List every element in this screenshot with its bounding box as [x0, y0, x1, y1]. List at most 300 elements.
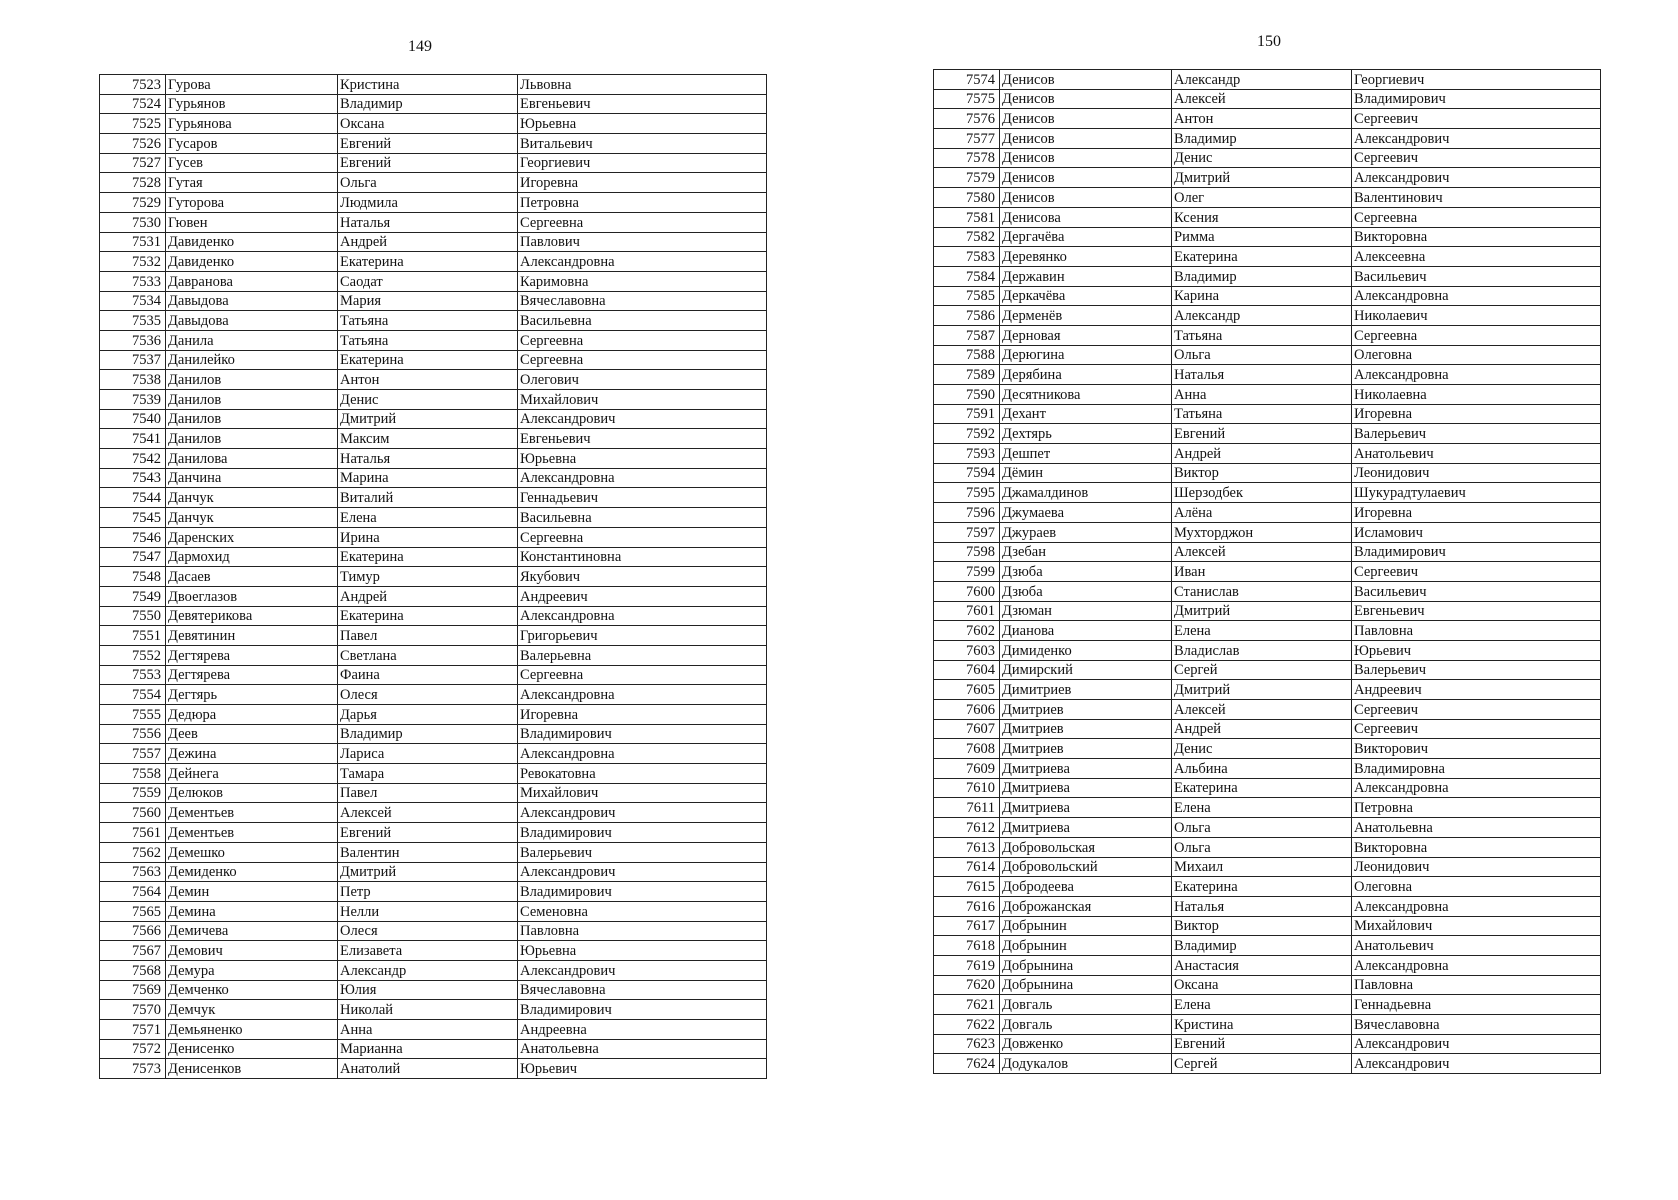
last-name-cell: Демичева: [166, 921, 338, 941]
patronymic-cell: Евгеньевич: [518, 94, 767, 114]
patronymic-cell: Вячеславовна: [518, 980, 767, 1000]
record-number-cell: 7566: [100, 921, 166, 941]
first-name-cell: Евгений: [338, 823, 518, 843]
patronymic-cell: Александровна: [518, 252, 767, 272]
record-number-cell: 7616: [934, 896, 1000, 916]
table-row: [100, 1039, 767, 1059]
last-name-cell: Дмитриева: [1000, 798, 1172, 818]
first-name-cell: Ксения: [1172, 207, 1352, 227]
last-name-cell: Денисенко: [166, 1039, 338, 1059]
patronymic-cell: Семеновна: [518, 901, 767, 921]
record-number-cell: 7586: [934, 306, 1000, 326]
last-name-cell: Дехтярь: [1000, 424, 1172, 444]
table-row: [934, 70, 1601, 90]
first-name-cell: Татьяна: [1172, 325, 1352, 345]
table-row: [934, 483, 1601, 503]
table-row: [934, 700, 1601, 720]
table-row: [100, 862, 767, 882]
patronymic-cell: Сергеевна: [518, 665, 767, 685]
patronymic-cell: Львовна: [518, 75, 767, 95]
patronymic-cell: Александровна: [1352, 365, 1601, 385]
table-row: [934, 365, 1601, 385]
last-name-cell: Гусаров: [166, 134, 338, 154]
first-name-cell: Ольга: [1172, 837, 1352, 857]
record-number-cell: 7558: [100, 764, 166, 784]
first-name-cell: Алексей: [338, 803, 518, 823]
last-name-cell: Давранова: [166, 271, 338, 291]
record-number-cell: 7554: [100, 685, 166, 705]
patronymic-cell: Геннадьевна: [1352, 995, 1601, 1015]
last-name-cell: Денисов: [1000, 129, 1172, 149]
record-number-cell: 7531: [100, 232, 166, 252]
patronymic-cell: Юрьевич: [1352, 640, 1601, 660]
names-table-body: [100, 75, 767, 1079]
table-row: [100, 449, 767, 469]
record-number-cell: 7618: [934, 936, 1000, 956]
table-row: [100, 94, 767, 114]
first-name-cell: Денис: [1172, 148, 1352, 168]
record-number-cell: 7602: [934, 621, 1000, 641]
first-name-cell: Виктор: [1172, 916, 1352, 936]
patronymic-cell: Сергеевна: [1352, 207, 1601, 227]
first-name-cell: Екатерина: [1172, 877, 1352, 897]
patronymic-cell: Леонидович: [1352, 857, 1601, 877]
first-name-cell: Татьяна: [338, 330, 518, 350]
patronymic-cell: Валентинович: [1352, 188, 1601, 208]
record-number-cell: 7614: [934, 857, 1000, 877]
table-row: [100, 586, 767, 606]
record-number-cell: 7571: [100, 1020, 166, 1040]
table-row: [934, 857, 1601, 877]
record-number-cell: 7610: [934, 778, 1000, 798]
last-name-cell: Денисенков: [166, 1059, 338, 1079]
table-row: [934, 404, 1601, 424]
last-name-cell: Демина: [166, 901, 338, 921]
patronymic-cell: Геннадьевич: [518, 488, 767, 508]
record-number-cell: 7591: [934, 404, 1000, 424]
first-name-cell: Павел: [338, 783, 518, 803]
last-name-cell: Демьяненко: [166, 1020, 338, 1040]
last-name-cell: Девятерикова: [166, 606, 338, 626]
record-number-cell: 7549: [100, 586, 166, 606]
first-name-cell: Евгений: [338, 153, 518, 173]
names-table-body: [934, 70, 1601, 1074]
table-row: [100, 114, 767, 134]
last-name-cell: Давиденко: [166, 252, 338, 272]
record-number-cell: 7623: [934, 1034, 1000, 1054]
record-number-cell: 7534: [100, 291, 166, 311]
patronymic-cell: Александровна: [1352, 778, 1601, 798]
last-name-cell: Дмитриева: [1000, 759, 1172, 779]
last-name-cell: Дедюра: [166, 705, 338, 725]
record-number-cell: 7526: [100, 134, 166, 154]
last-name-cell: Добрынин: [1000, 916, 1172, 936]
table-row: [934, 916, 1601, 936]
last-name-cell: Джумаева: [1000, 503, 1172, 523]
record-number-cell: 7569: [100, 980, 166, 1000]
first-name-cell: Оксана: [338, 114, 518, 134]
last-name-cell: Денисов: [1000, 109, 1172, 129]
first-name-cell: Екатерина: [338, 606, 518, 626]
page-number: 150: [1257, 33, 1281, 50]
record-number-cell: 7581: [934, 207, 1000, 227]
last-name-cell: Добровольская: [1000, 837, 1172, 857]
table-row: [934, 207, 1601, 227]
first-name-cell: Андрей: [1172, 719, 1352, 739]
patronymic-cell: Вячеславовна: [1352, 1015, 1601, 1035]
first-name-cell: Михаил: [1172, 857, 1352, 877]
record-number-cell: 7604: [934, 660, 1000, 680]
first-name-cell: Оксана: [1172, 975, 1352, 995]
record-number-cell: 7556: [100, 724, 166, 744]
first-name-cell: Мария: [338, 291, 518, 311]
first-name-cell: Виктор: [1172, 463, 1352, 483]
first-name-cell: Владимир: [1172, 936, 1352, 956]
table-row: [934, 936, 1601, 956]
first-name-cell: Павел: [338, 626, 518, 646]
table-row: [100, 291, 767, 311]
first-name-cell: Ольга: [1172, 345, 1352, 365]
table-row: [100, 921, 767, 941]
table-row: [934, 345, 1601, 365]
table-row: [100, 134, 767, 154]
last-name-cell: Доброжанская: [1000, 896, 1172, 916]
last-name-cell: Дзебан: [1000, 542, 1172, 562]
first-name-cell: Тамара: [338, 764, 518, 784]
first-name-cell: Елена: [338, 508, 518, 528]
table-row: [100, 823, 767, 843]
last-name-cell: Демин: [166, 882, 338, 902]
first-name-cell: Евгений: [1172, 1034, 1352, 1054]
record-number-cell: 7546: [100, 527, 166, 547]
table-row: [100, 606, 767, 626]
patronymic-cell: Игоревна: [518, 173, 767, 193]
first-name-cell: Юлия: [338, 980, 518, 1000]
table-row: [934, 798, 1601, 818]
record-number-cell: 7592: [934, 424, 1000, 444]
patronymic-cell: Павловна: [1352, 621, 1601, 641]
table-row: [100, 567, 767, 587]
table-row: [934, 778, 1601, 798]
patronymic-cell: Валерьевич: [1352, 660, 1601, 680]
first-name-cell: Кристина: [338, 75, 518, 95]
first-name-cell: Екатерина: [1172, 247, 1352, 267]
first-name-cell: Саодат: [338, 271, 518, 291]
record-number-cell: 7525: [100, 114, 166, 134]
patronymic-cell: Александровна: [518, 744, 767, 764]
last-name-cell: Дёмин: [1000, 463, 1172, 483]
last-name-cell: Демиденко: [166, 862, 338, 882]
patronymic-cell: Сергеевич: [1352, 109, 1601, 129]
patronymic-cell: Александрович: [518, 862, 767, 882]
last-name-cell: Добровольский: [1000, 857, 1172, 877]
record-number-cell: 7547: [100, 547, 166, 567]
record-number-cell: 7580: [934, 188, 1000, 208]
first-name-cell: Елизавета: [338, 941, 518, 961]
table-row: [100, 232, 767, 252]
patronymic-cell: Александровна: [1352, 955, 1601, 975]
table-row: [100, 252, 767, 272]
table-row: [934, 640, 1601, 660]
patronymic-cell: Владимировна: [1352, 759, 1601, 779]
record-number-cell: 7559: [100, 783, 166, 803]
table-row: [934, 877, 1601, 897]
last-name-cell: Добрынина: [1000, 955, 1172, 975]
record-number-cell: 7535: [100, 311, 166, 331]
patronymic-cell: Сергеевна: [518, 212, 767, 232]
last-name-cell: Двоеглазов: [166, 586, 338, 606]
patronymic-cell: Сергеевич: [1352, 700, 1601, 720]
patronymic-cell: Александрович: [518, 409, 767, 429]
table-row: [934, 995, 1601, 1015]
first-name-cell: Валентин: [338, 842, 518, 862]
last-name-cell: Денисов: [1000, 188, 1172, 208]
patronymic-cell: Михайлович: [1352, 916, 1601, 936]
table-row: [100, 941, 767, 961]
first-name-cell: Олеся: [338, 921, 518, 941]
record-number-cell: 7605: [934, 680, 1000, 700]
names-table: [99, 74, 767, 1079]
patronymic-cell: Васильевна: [518, 311, 767, 331]
last-name-cell: Дмитриева: [1000, 818, 1172, 838]
last-name-cell: Джураев: [1000, 522, 1172, 542]
first-name-cell: Елена: [1172, 621, 1352, 641]
last-name-cell: Данчук: [166, 508, 338, 528]
last-name-cell: Данчук: [166, 488, 338, 508]
record-number-cell: 7599: [934, 562, 1000, 582]
record-number-cell: 7603: [934, 640, 1000, 660]
patronymic-cell: Олеговна: [1352, 877, 1601, 897]
last-name-cell: Дегтярева: [166, 645, 338, 665]
table-row: [934, 1054, 1601, 1074]
table-row: [934, 385, 1601, 405]
last-name-cell: Державин: [1000, 266, 1172, 286]
patronymic-cell: Якубович: [518, 567, 767, 587]
record-number-cell: 7550: [100, 606, 166, 626]
table-row: [934, 1034, 1601, 1054]
table-row: [934, 955, 1601, 975]
first-name-cell: Мухторджон: [1172, 522, 1352, 542]
table-row: [100, 1000, 767, 1020]
last-name-cell: Данила: [166, 330, 338, 350]
record-number-cell: 7582: [934, 227, 1000, 247]
first-name-cell: Владимир: [338, 94, 518, 114]
last-name-cell: Давыдова: [166, 311, 338, 331]
record-number-cell: 7552: [100, 645, 166, 665]
last-name-cell: Дерменёв: [1000, 306, 1172, 326]
last-name-cell: Добрынина: [1000, 975, 1172, 995]
table-row: [934, 837, 1601, 857]
table-row: [100, 744, 767, 764]
first-name-cell: Андрей: [338, 232, 518, 252]
patronymic-cell: Юрьевна: [518, 114, 767, 134]
table-row: [100, 153, 767, 173]
patronymic-cell: Валерьевич: [518, 842, 767, 862]
patronymic-cell: Васильевич: [1352, 266, 1601, 286]
patronymic-cell: Шукурадтулаевич: [1352, 483, 1601, 503]
table-row: [100, 370, 767, 390]
first-name-cell: Римма: [1172, 227, 1352, 247]
first-name-cell: Елена: [1172, 995, 1352, 1015]
table-row: [100, 390, 767, 410]
last-name-cell: Давиденко: [166, 232, 338, 252]
first-name-cell: Анатолий: [338, 1059, 518, 1079]
patronymic-cell: Вячеславовна: [518, 291, 767, 311]
last-name-cell: Джамалдинов: [1000, 483, 1172, 503]
table-row: [934, 680, 1601, 700]
patronymic-cell: Георгиевич: [518, 153, 767, 173]
table-row: [934, 581, 1601, 601]
table-row: [100, 429, 767, 449]
record-number-cell: 7561: [100, 823, 166, 843]
patronymic-cell: Исламович: [1352, 522, 1601, 542]
last-name-cell: Дмитриева: [1000, 778, 1172, 798]
patronymic-cell: Сергеевна: [1352, 325, 1601, 345]
patronymic-cell: Анатольевич: [1352, 936, 1601, 956]
last-name-cell: Довгаль: [1000, 1015, 1172, 1035]
table-row: [100, 764, 767, 784]
table-row: [934, 660, 1601, 680]
last-name-cell: Димиденко: [1000, 640, 1172, 660]
table-row: [100, 468, 767, 488]
record-number-cell: 7536: [100, 330, 166, 350]
first-name-cell: Петр: [338, 882, 518, 902]
last-name-cell: Дианова: [1000, 621, 1172, 641]
page-number: 149: [408, 38, 432, 55]
first-name-cell: Дарья: [338, 705, 518, 725]
first-name-cell: Александр: [338, 960, 518, 980]
last-name-cell: Демура: [166, 960, 338, 980]
patronymic-cell: Константиновна: [518, 547, 767, 567]
patronymic-cell: Владимирович: [518, 724, 767, 744]
patronymic-cell: Юрьевич: [518, 1059, 767, 1079]
table-row: [100, 665, 767, 685]
table-row: [934, 1015, 1601, 1035]
record-number-cell: 7527: [100, 153, 166, 173]
patronymic-cell: Витальевич: [518, 134, 767, 154]
table-row: [934, 759, 1601, 779]
first-name-cell: Андрей: [1172, 444, 1352, 464]
first-name-cell: Нелли: [338, 901, 518, 921]
first-name-cell: Евгений: [1172, 424, 1352, 444]
table-row: [934, 266, 1601, 286]
patronymic-cell: Николаевич: [1352, 306, 1601, 326]
record-number-cell: 7601: [934, 601, 1000, 621]
patronymic-cell: Леонидович: [1352, 463, 1601, 483]
table-row: [100, 783, 767, 803]
record-number-cell: 7562: [100, 842, 166, 862]
last-name-cell: Дегтярева: [166, 665, 338, 685]
first-name-cell: Алёна: [1172, 503, 1352, 523]
first-name-cell: Владислав: [1172, 640, 1352, 660]
record-number-cell: 7608: [934, 739, 1000, 759]
patronymic-cell: Анатольевна: [1352, 818, 1601, 838]
last-name-cell: Делюков: [166, 783, 338, 803]
table-row: [100, 626, 767, 646]
patronymic-cell: Олегович: [518, 370, 767, 390]
last-name-cell: Деркачёва: [1000, 286, 1172, 306]
table-row: [934, 739, 1601, 759]
patronymic-cell: Ревокатовна: [518, 764, 767, 784]
record-number-cell: 7563: [100, 862, 166, 882]
record-number-cell: 7588: [934, 345, 1000, 365]
first-name-cell: Дмитрий: [1172, 601, 1352, 621]
last-name-cell: Гусев: [166, 153, 338, 173]
patronymic-cell: Сергеевна: [518, 350, 767, 370]
patronymic-cell: Георгиевич: [1352, 70, 1601, 90]
record-number-cell: 7594: [934, 463, 1000, 483]
patronymic-cell: Петровна: [1352, 798, 1601, 818]
first-name-cell: Сергей: [1172, 660, 1352, 680]
record-number-cell: 7545: [100, 508, 166, 528]
patronymic-cell: Владимирович: [1352, 542, 1601, 562]
first-name-cell: Сергей: [1172, 1054, 1352, 1074]
first-name-cell: Денис: [1172, 739, 1352, 759]
table-row: [934, 286, 1601, 306]
last-name-cell: Данилейко: [166, 350, 338, 370]
patronymic-cell: Михайлович: [518, 783, 767, 803]
first-name-cell: Кристина: [1172, 1015, 1352, 1035]
record-number-cell: 7578: [934, 148, 1000, 168]
record-number-cell: 7583: [934, 247, 1000, 267]
last-name-cell: Дементьев: [166, 823, 338, 843]
record-number-cell: 7606: [934, 700, 1000, 720]
first-name-cell: Наталья: [1172, 365, 1352, 385]
last-name-cell: Гювен: [166, 212, 338, 232]
patronymic-cell: Александровна: [518, 685, 767, 705]
table-row: [934, 463, 1601, 483]
first-name-cell: Екатерина: [1172, 778, 1352, 798]
first-name-cell: Шерзодбек: [1172, 483, 1352, 503]
record-number-cell: 7573: [100, 1059, 166, 1079]
first-name-cell: Марианна: [338, 1039, 518, 1059]
last-name-cell: Гурьянова: [166, 114, 338, 134]
last-name-cell: Денисова: [1000, 207, 1172, 227]
last-name-cell: Данилов: [166, 370, 338, 390]
last-name-cell: Дешпет: [1000, 444, 1172, 464]
first-name-cell: Александр: [1172, 306, 1352, 326]
patronymic-cell: Владимирович: [518, 882, 767, 902]
record-number-cell: 7619: [934, 955, 1000, 975]
table-row: [100, 685, 767, 705]
patronymic-cell: Евгеньевич: [518, 429, 767, 449]
last-name-cell: Дерюгина: [1000, 345, 1172, 365]
last-name-cell: Дзюба: [1000, 562, 1172, 582]
record-number-cell: 7572: [100, 1039, 166, 1059]
table-row: [100, 330, 767, 350]
first-name-cell: Анастасия: [1172, 955, 1352, 975]
record-number-cell: 7533: [100, 271, 166, 291]
table-row: [934, 444, 1601, 464]
record-number-cell: 7548: [100, 567, 166, 587]
last-name-cell: Дармохид: [166, 547, 338, 567]
last-name-cell: Гурова: [166, 75, 338, 95]
record-number-cell: 7579: [934, 168, 1000, 188]
patronymic-cell: Каримовна: [518, 271, 767, 291]
record-number-cell: 7622: [934, 1015, 1000, 1035]
patronymic-cell: Павловна: [1352, 975, 1601, 995]
record-number-cell: 7584: [934, 266, 1000, 286]
record-number-cell: 7615: [934, 877, 1000, 897]
record-number-cell: 7523: [100, 75, 166, 95]
first-name-cell: Дмитрий: [338, 862, 518, 882]
table-row: [100, 901, 767, 921]
patronymic-cell: Александровна: [1352, 896, 1601, 916]
last-name-cell: Денисов: [1000, 148, 1172, 168]
record-number-cell: 7551: [100, 626, 166, 646]
patronymic-cell: Юрьевна: [518, 941, 767, 961]
record-number-cell: 7568: [100, 960, 166, 980]
